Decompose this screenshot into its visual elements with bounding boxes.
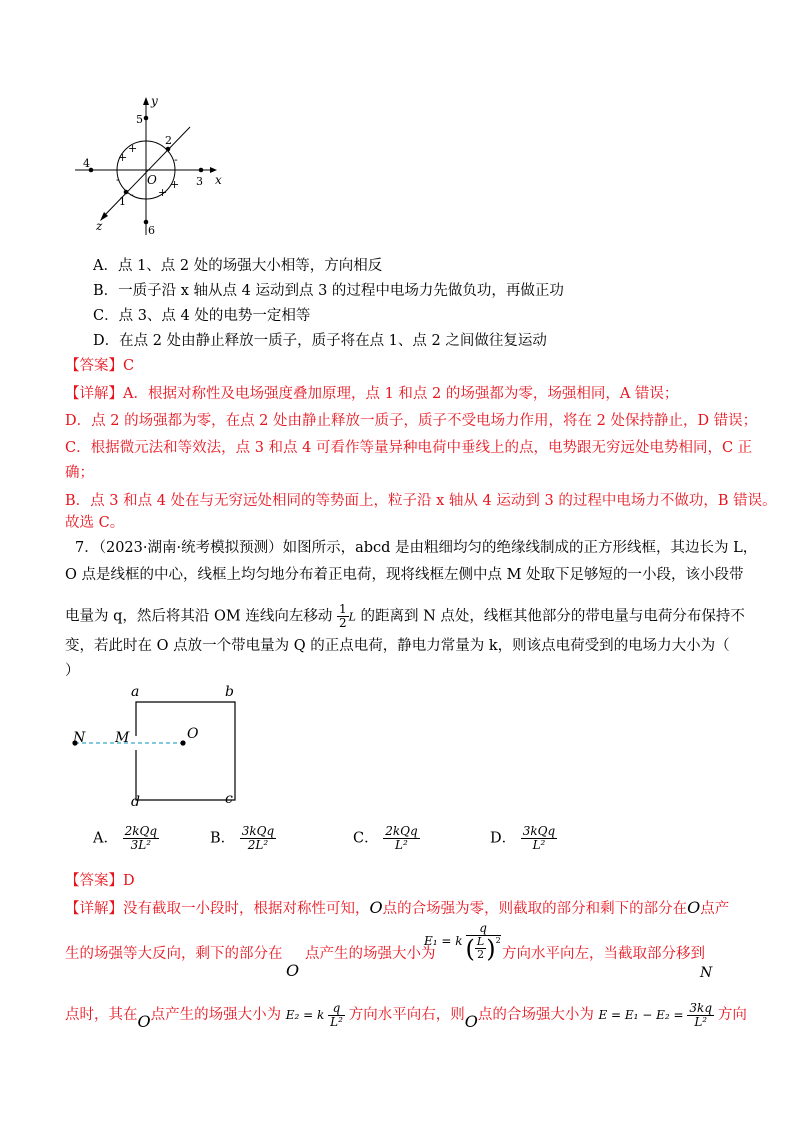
fraction-den: 2L² — [247, 838, 269, 852]
fraction-den: L² — [395, 838, 408, 852]
detail-text: 方向水平向右，则 — [348, 1007, 465, 1023]
label-y: y — [151, 95, 158, 108]
minus-sign: - — [116, 173, 120, 186]
label-1: 1 — [119, 195, 126, 208]
point-1 — [124, 190, 129, 195]
q7-option-d — [490, 825, 557, 852]
point-3 — [199, 168, 204, 173]
answer-label: 【答案】 — [65, 358, 123, 374]
label-M: M — [115, 730, 130, 746]
detail-text: 方向 — [717, 1007, 747, 1023]
E1-lhs: E₁ = k — [424, 934, 463, 948]
option-letter: B． — [210, 830, 236, 847]
label-3: 3 — [196, 175, 203, 188]
paren-left: ( — [465, 934, 475, 963]
fraction-num: 1 — [338, 602, 347, 616]
E-fraction — [687, 1002, 714, 1029]
label-O: O — [187, 726, 199, 742]
answer-value: C — [123, 358, 135, 374]
q6-detail-line-5: B．点 3 和点 4 处在与无穷远处相同的等势面上，粒子沿 x 轴从 4 运动到 3 的过程中电场力不做功，B 错误。 — [65, 493, 777, 509]
q7-option-b — [210, 825, 276, 852]
q7-option-c — [353, 825, 420, 852]
label-N: N — [73, 730, 86, 746]
symbol-N-text: N — [700, 965, 713, 981]
label-6: 6 — [148, 224, 155, 237]
E1-den — [466, 936, 501, 961]
E1-inner-fraction — [475, 936, 486, 961]
detail-text: 点的合场强为零，则截取的部分和剩下的部分在 — [382, 901, 688, 917]
minus-sign: - — [130, 188, 134, 201]
symbol-O — [286, 960, 299, 983]
q6-option-a: A．点 1、点 2 处的场强大小相等，方向相反 — [93, 258, 383, 274]
detail-text: 点时，其在 — [65, 1007, 138, 1023]
label-a: a — [131, 684, 140, 700]
label-4: 4 — [83, 157, 90, 170]
q7-stem-line-5: ） — [65, 663, 80, 679]
detail-text: 点产生的场强大小为 — [150, 1007, 282, 1023]
point-5 — [144, 116, 149, 121]
stem-text: 的距离到 N 点处，线框其他部分的带电量与电荷分布保持不 — [360, 608, 745, 625]
label-5: 5 — [136, 113, 143, 126]
paren-right: ) — [486, 934, 496, 963]
E1-exponent: 2 — [495, 936, 501, 945]
minus-sign: - — [174, 153, 178, 166]
q7-detail-line-2b: 点产生的场强大小为 — [305, 946, 436, 962]
move-distance-fraction — [337, 603, 349, 630]
detail-label: 【详解】 — [65, 901, 123, 917]
E1-num: q — [466, 921, 501, 936]
point-2 — [166, 147, 171, 152]
label-d: d — [131, 794, 140, 810]
fraction-den: 3L² — [130, 838, 152, 852]
inner-den: 2 — [477, 948, 485, 961]
option-letter: D． — [490, 830, 517, 847]
fraction-num: 2kQq — [124, 824, 158, 838]
q7-detail-line-3 — [65, 1002, 747, 1029]
q6-option-d: D．在点 2 处由静止释放一质子，质子将在点 1、点 2 之间做往复运动 — [93, 333, 547, 349]
E-num: 3kq — [689, 1001, 712, 1015]
stem-text: 电量为 q，然后将其沿 OM 连线向左移动 — [65, 608, 333, 625]
q6-detail-line-6: 故选 C。 — [65, 515, 125, 531]
q7-answer — [65, 870, 135, 892]
answer-label: 【答案】 — [65, 873, 123, 889]
q7-stem-line-4: 变，若此时在 O 点放一个带电量为 Q 的正点电荷，静电力常量为 k，则该点电荷受到的电场力大小为（ — [65, 638, 730, 654]
symbol-O: O — [464, 1012, 478, 1031]
formula-E1 — [424, 921, 501, 961]
option-letter: C． — [353, 830, 379, 847]
label-2: 2 — [165, 134, 172, 147]
plus-sign: + — [158, 186, 168, 199]
option-fraction — [123, 825, 159, 852]
label-x: x — [215, 173, 222, 187]
q7-detail-line-2a: 生的场强等大反向，剩下的部分在 — [65, 946, 283, 962]
q6-option-c: C．点 3、点 4 处的电势一定相等 — [93, 308, 311, 324]
fraction-num: 2kQq — [385, 824, 418, 838]
symbol-O: O — [369, 898, 383, 917]
E2-num: q — [328, 1002, 345, 1016]
E2-fraction — [328, 1002, 345, 1029]
frame-wire — [136, 702, 235, 800]
q7-detail-line-2c: 方向水平向左，当截取部分移到 — [502, 946, 705, 962]
formula-E2 — [285, 1001, 349, 1029]
q7-square-frame-figure — [65, 680, 255, 810]
fraction-num: 3kQq — [522, 824, 556, 838]
option-fraction — [240, 825, 276, 852]
q6-answer — [65, 355, 134, 377]
symbol-O: O — [687, 898, 701, 917]
q6-detail-line-4: 确； — [65, 465, 94, 481]
E2-den: L² — [330, 1015, 343, 1029]
answer-value: D — [123, 873, 135, 889]
detail-text: A．根据对称性及电场强度叠加原理，点 1 和点 2 的场强都为零，场强相同，A 错误； — [123, 386, 679, 402]
option-letter: A． — [93, 830, 118, 847]
q7-detail-line-1 — [65, 897, 729, 920]
plus-sign: + — [128, 142, 138, 155]
E2-lhs: E₂ = k — [285, 1008, 325, 1022]
q6-option-b: B．一质子沿 x 轴从点 4 运动到点 3 的过程中电场力先做负功，再做正功 — [93, 283, 564, 299]
point-O — [180, 740, 185, 745]
symbol-N — [700, 962, 712, 984]
q7-stem-line-1: 7．（2023·湖南·统考模拟预测）如图所示，abcd 是由粗细均匀的绝缘线制成的正方形线框，其边长为 L， — [75, 540, 758, 556]
q6-detail-line-3: C．根据微元法和等效法，点 3 和点 4 可看作等量异种电荷中垂线上的点，电势跟无穷远处电势相同，C 正 — [65, 440, 753, 456]
label-origin: O — [147, 173, 157, 187]
fraction-var: L — [348, 610, 356, 624]
q7-stem-line-2: O 点是线框的中心，线框上均匀地分布着正电荷，现将线框左侧中点 M 处取下足够短的一小段，该小段带 — [65, 567, 744, 583]
fraction-den: L² — [532, 838, 546, 852]
formula-E — [598, 1001, 717, 1029]
option-fraction — [383, 825, 419, 852]
E-lhs: E = E₁ − E₂ = — [598, 1008, 684, 1022]
label-c: c — [225, 791, 233, 807]
E-den: L² — [694, 1015, 708, 1029]
E1-fraction — [466, 921, 501, 961]
q7-option-a — [93, 825, 159, 852]
label-b: b — [225, 684, 234, 700]
detail-text: 点产 — [700, 901, 730, 917]
symbol-O-text: O — [286, 961, 300, 980]
detail-text: 点的合场强大小为 — [477, 1007, 594, 1023]
plus-sign: + — [118, 151, 128, 164]
option-fraction — [521, 825, 557, 852]
detail-text: 没有截取一小段时，根据对称性可知， — [123, 901, 370, 917]
q7-stem-line-3 — [65, 603, 745, 630]
inner-num: L — [476, 935, 485, 948]
q6-detail-line-2: D．点 2 的场强都为零，在点 2 处由静止释放一质子，质子不受电场力作用，将在 2 处保持静止，D 错误； — [65, 413, 758, 429]
detail-label: 【详解】 — [65, 386, 123, 402]
fraction-num: 3kQq — [241, 824, 275, 838]
fraction-den: 2 — [338, 616, 347, 630]
symbol-O: O — [137, 1012, 151, 1031]
q6-detail-line-1 — [65, 383, 678, 405]
q6-axes-figure — [70, 95, 240, 240]
y-axis-arrow — [143, 97, 149, 105]
plus-sign: + — [170, 178, 180, 191]
label-z: z — [96, 219, 103, 233]
